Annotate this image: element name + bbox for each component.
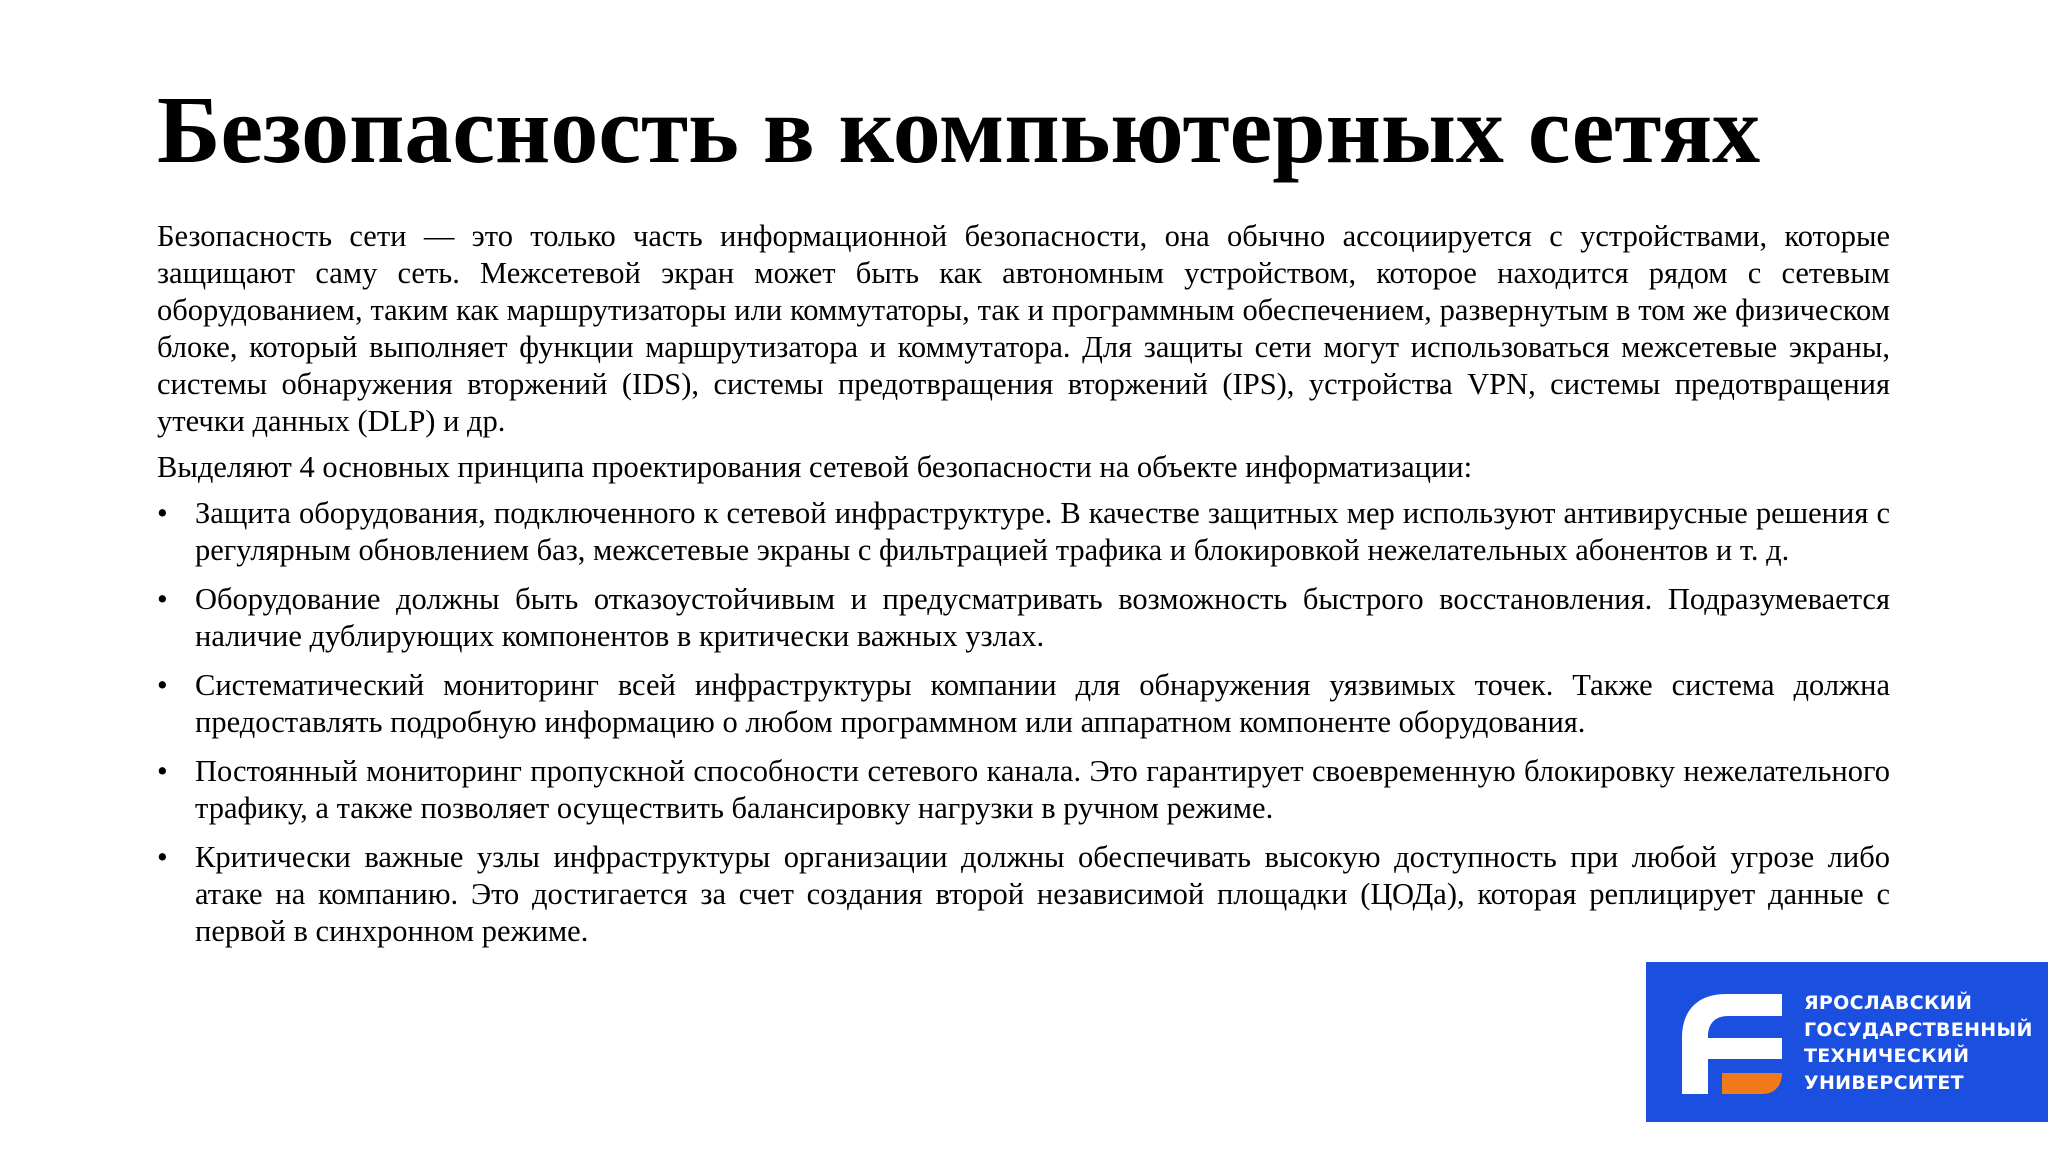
bullet-icon: • [157, 840, 168, 874]
list-item [157, 753, 1890, 827]
list-item [157, 495, 1890, 569]
university-name [1804, 990, 2044, 1096]
list-item-text: Оборудование должны быть отказоустойчивым и предусматривать возможность быстрого восстановления. Подразумевается наличие дублирующих компонентов в критически важных узлах. [195, 582, 1890, 653]
list-item-text: Защита оборудования, подключенного к сетевой инфраструктуре. В качестве защитных мер используют антивирусные решения с регулярным обновлением баз, межсетевые экраны с фильтрацией трафика и блокировкой нежелательных абонентов и т. д. [195, 496, 1890, 567]
bullet-icon: • [157, 668, 168, 702]
list-item-text: Постоянный мониторинг пропускной способности сетевого канала. Это гарантирует своевременную блокировку нежелательного трафику, а также позволяет осуществить балансировку нагрузки в ручном режиме. [195, 754, 1890, 825]
intro-paragraph: Безопасность сети — это только часть информационной безопасности, она обычно ассоциируется с устройствами, которые защищают саму сеть. Межсетевой экран может быть как автономным устройством, которое находится рядом с сетевым оборудованием, таким как маршрутизаторы или коммутаторы, так и программным обеспечением, развернутым в том же физическом блоке, который выполняет функции маршрутизатора и коммутатора. Для защиты сети могут использоваться межсетевые экраны, системы обнаружения вторжений (IDS), системы предотвращения вторжений (IPS), устройства VPN, системы предотвращения утечки данных (DLP) и др. [157, 219, 1890, 438]
university-name-line: УНИВЕРСИТЕТ [1804, 1071, 1964, 1094]
university-name-line: ЯРОСЛАВСКИЙ [1804, 992, 1973, 1014]
list-item-text: Систематический мониторинг всей инфраструктуры компании для обнаружения уязвимых точек. Также система должна предоставлять подробную информацию о любом программном или аппаратном компоненте оборудования. [195, 668, 1890, 739]
slide-title: Безопасность в компьютерных сетях [157, 76, 1761, 183]
list-item [157, 839, 1890, 950]
university-name-line: ГОСУДАРСТВЕННЫЙ [1804, 1018, 2033, 1041]
list-item [157, 667, 1890, 741]
list-item-text: Критически важные узлы инфраструктуры организации должны обеспечивать высокую доступность при любой угрозе либо атаке на компанию. Это достигается за счет создания второй независимой площадки (ЦОДа), которая реплицирует данные с первой в синхронном режиме. [195, 840, 1890, 948]
list-item [157, 581, 1890, 655]
principles-list [157, 495, 1890, 950]
principles-lead-paragraph: Выделяют 4 основных принципа проектирования сетевой безопасности на объекте информатизации: [157, 450, 1473, 484]
university-logo-icon [1682, 992, 1804, 1094]
university-name-line: ТЕХНИЧЕСКИЙ [1804, 1045, 1970, 1067]
bullet-icon: • [157, 496, 168, 530]
university-logo [1646, 962, 2048, 1122]
logo-orange-shape [1722, 1073, 1782, 1094]
bullet-icon: • [157, 582, 168, 616]
bullet-icon: • [157, 754, 168, 788]
slide-content [157, 218, 1890, 962]
